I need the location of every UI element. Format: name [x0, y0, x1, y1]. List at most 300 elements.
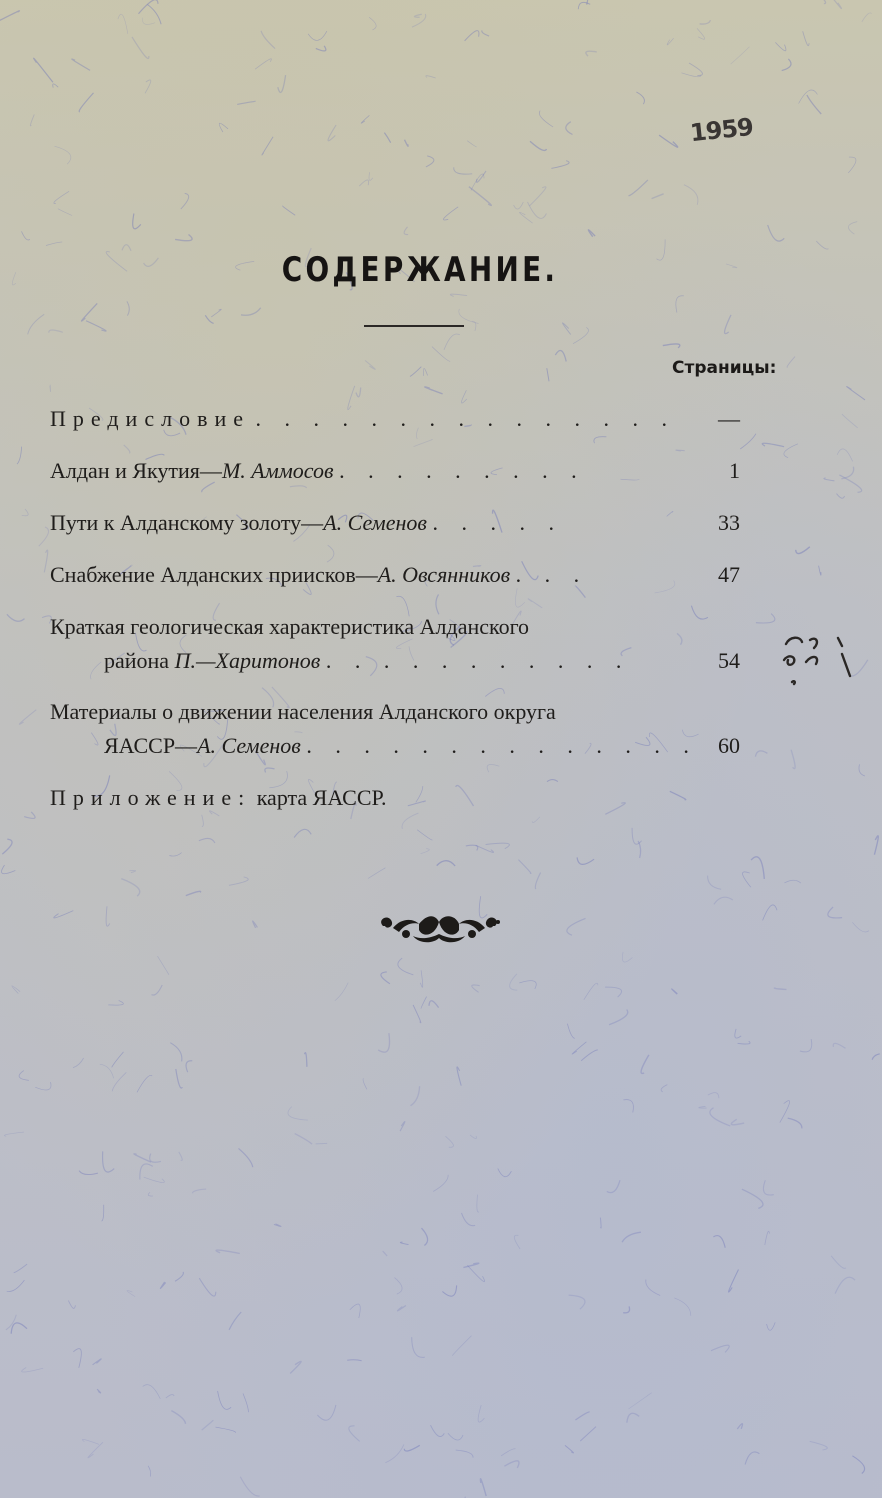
paper-fiber	[476, 845, 494, 852]
paper-fiber	[623, 1306, 629, 1312]
paper-fiber	[831, 1256, 846, 1269]
paper-fiber	[837, 449, 852, 462]
paper-fiber	[219, 123, 228, 132]
paper-fiber	[30, 114, 34, 125]
paper-fiber	[514, 202, 524, 209]
entry-title: Пути к Алданскому золоту—	[50, 510, 324, 535]
paper-fiber	[697, 28, 705, 39]
entry-author: А. Семенов	[323, 510, 427, 535]
paper-fiber	[405, 140, 409, 147]
paper-fiber	[454, 167, 472, 174]
paper-fiber	[137, 1075, 152, 1092]
paper-fiber	[308, 31, 327, 40]
paper-fiber	[835, 1277, 855, 1293]
paper-fiber	[22, 1368, 44, 1373]
paper-fiber	[112, 1052, 124, 1068]
paper-fiber	[34, 58, 53, 82]
toc-entry-continuation	[104, 646, 740, 676]
paper-fiber	[79, 1171, 98, 1175]
paper-fiber	[6, 1315, 16, 1330]
paper-fiber	[121, 879, 139, 897]
paper-fiber	[784, 444, 798, 458]
appendix-label: Приложение:	[50, 785, 252, 810]
paper-fiber	[467, 1265, 484, 1281]
paper-fiber	[100, 1064, 114, 1078]
paper-fiber	[467, 141, 476, 147]
entry-title: Алдан и Якутия—	[50, 458, 222, 483]
paper-fiber	[837, 494, 845, 499]
paper-fiber	[73, 1058, 84, 1068]
entry-author: П.—Харитонов	[174, 648, 321, 673]
toc-entry-line	[50, 697, 740, 727]
paper-fiber	[44, 550, 47, 572]
paper-fiber	[652, 194, 663, 199]
paper-fiber	[288, 1107, 308, 1121]
paper-fiber	[395, 1278, 403, 1295]
paper-fiber	[160, 1282, 165, 1289]
paper-fiber	[192, 1189, 206, 1193]
paper-fiber	[547, 368, 549, 381]
paper-fiber	[708, 1093, 719, 1098]
paper-fiber	[708, 876, 722, 890]
paper-fiber	[738, 1041, 750, 1044]
paper-fiber	[429, 1001, 439, 1008]
entry-page: 54	[718, 648, 740, 673]
paper-fiber	[411, 1086, 420, 1106]
paper-fiber	[175, 235, 192, 241]
paper-fiber	[28, 314, 45, 334]
paper-fiber	[784, 880, 801, 883]
paper-fiber	[144, 1177, 165, 1182]
paper-fiber	[581, 1050, 598, 1061]
paper-fiber	[743, 872, 751, 887]
paper-fiber	[328, 125, 336, 141]
paper-fiber	[780, 1101, 790, 1123]
entry-title-continued: ЯАССР—	[104, 733, 198, 758]
paper-fiber	[54, 911, 74, 918]
paper-fiber	[385, 1444, 404, 1462]
paper-fiber	[487, 765, 499, 773]
paper-fiber	[4, 1132, 24, 1136]
paper-fiber	[803, 31, 809, 45]
paper-fiber	[24, 812, 35, 819]
paper-fiber	[46, 242, 62, 246]
paper-fiber	[446, 1136, 454, 1147]
paper-fiber	[404, 1445, 420, 1451]
entry-page: 33	[718, 510, 740, 535]
paper-fiber	[807, 95, 821, 114]
paper-fiber	[477, 171, 486, 182]
toc-entry	[50, 560, 740, 590]
paper-fiber	[295, 1134, 312, 1145]
paper-fiber	[563, 323, 571, 335]
toc-entry-line	[50, 612, 740, 642]
paper-fiber	[216, 1427, 236, 1433]
paper-fiber	[572, 1042, 586, 1054]
paper-fiber	[383, 1251, 387, 1256]
paper-fiber	[363, 1078, 367, 1089]
paper-fiber	[443, 207, 458, 220]
handwritten-mark-icon	[776, 630, 856, 690]
paper-fiber	[791, 750, 795, 769]
entry-page: 60	[718, 733, 740, 758]
paper-fiber	[470, 1135, 476, 1139]
paper-fiber	[600, 1218, 601, 1229]
paper-fiber	[179, 1152, 182, 1161]
paper-fiber	[243, 1394, 249, 1413]
floral-ornament-icon	[373, 908, 503, 948]
toc-entry	[50, 456, 740, 486]
paper-fiber	[102, 1205, 104, 1221]
paper-fiber	[176, 1069, 183, 1088]
paper-fiber	[132, 37, 149, 59]
paper-fiber	[787, 357, 795, 368]
paper-fiber	[283, 206, 296, 215]
paper-fiber	[453, 1336, 472, 1356]
paper-fiber	[93, 1359, 102, 1365]
paper-fiber	[510, 974, 518, 990]
paper-fiber	[569, 1295, 585, 1309]
paper-fiber	[7, 614, 25, 621]
paper-fiber	[567, 918, 586, 935]
paper-fiber	[349, 1426, 360, 1442]
title-divider	[364, 325, 464, 327]
paper-fiber	[745, 1452, 759, 1465]
toc-entry	[50, 508, 740, 538]
paper-fiber	[412, 1337, 425, 1357]
paper-fiber	[14, 1264, 27, 1273]
entry-leader-dots: . . . . . . . . . . . . . .	[306, 733, 698, 758]
entry-page: —	[718, 406, 740, 431]
paper-fiber	[211, 309, 221, 317]
paper-fiber	[420, 970, 422, 987]
paper-fiber	[689, 63, 703, 76]
paper-fiber	[578, 2, 590, 9]
paper-fiber	[255, 59, 271, 69]
paper-fiber	[872, 1054, 880, 1060]
paper-fiber	[682, 73, 702, 77]
paper-fiber	[459, 309, 479, 324]
paper-fiber	[58, 209, 72, 216]
paper-fiber	[463, 1263, 478, 1267]
paper-fiber	[50, 385, 51, 392]
paper-fiber	[261, 31, 275, 49]
paper-fiber	[186, 1061, 192, 1072]
paper-fiber	[819, 566, 821, 575]
paper-fiber	[79, 93, 93, 112]
paper-fiber	[768, 225, 785, 241]
paper-fiber	[356, 388, 361, 397]
paper-fiber	[97, 1389, 101, 1393]
paper-fiber	[547, 780, 558, 782]
entry-title: Краткая геологическая характеристика Алданского	[50, 614, 530, 639]
paper-fiber	[53, 84, 58, 88]
paper-fiber	[423, 368, 427, 375]
paper-fiber	[629, 180, 648, 196]
paper-fiber	[859, 764, 865, 776]
paper-fiber	[700, 20, 711, 24]
paper-fiber	[369, 172, 373, 180]
paper-fiber	[852, 922, 869, 932]
paper-fiber	[737, 1424, 742, 1429]
paper-fiber	[133, 214, 141, 229]
paper-fiber	[852, 1456, 864, 1474]
paper-fiber	[54, 191, 69, 203]
paper-fiber	[528, 599, 542, 608]
page-title: СОДЕРЖАНИЕ.	[281, 250, 559, 290]
paper-fiber	[400, 1122, 405, 1132]
paper-fiber	[646, 1280, 660, 1296]
paper-fiber	[316, 1143, 328, 1144]
paper-fiber	[594, 437, 607, 444]
paper-fiber	[158, 956, 169, 974]
paper-fiber	[290, 486, 307, 488]
paper-fiber	[368, 868, 385, 879]
paper-fiber	[166, 1395, 174, 1399]
paper-fiber	[501, 1449, 515, 1456]
paper-fiber	[848, 222, 857, 235]
entry-author: М. Аммосов	[221, 458, 334, 483]
paper-fiber	[462, 1213, 476, 1226]
paper-fiber	[577, 857, 594, 864]
paper-fiber	[181, 193, 189, 209]
paper-fiber	[667, 38, 673, 45]
paper-fiber	[171, 1411, 185, 1424]
paper-fiber	[290, 1361, 301, 1373]
paper-fiber	[800, 1039, 812, 1052]
paper-fiber	[684, 185, 698, 205]
paper-fiber	[632, 828, 642, 844]
paper-fiber	[831, 0, 842, 9]
paper-fiber	[661, 1085, 667, 1092]
entry-leader-dots: . . . . .	[432, 510, 563, 535]
paper-fiber	[170, 1043, 182, 1062]
paper-fiber	[317, 1405, 336, 1420]
paper-fiber	[145, 80, 151, 93]
paper-fiber	[22, 509, 28, 516]
paper-fiber	[216, 1250, 240, 1253]
paper-fiber	[519, 212, 532, 223]
paper-fiber	[82, 1439, 99, 1444]
paper-fiber	[413, 1005, 421, 1023]
paper-fiber	[265, 768, 275, 772]
paper-fiber	[378, 1033, 389, 1052]
paper-fiber	[839, 475, 861, 492]
paper-fiber	[365, 361, 375, 370]
library-stamp: 1959	[688, 112, 755, 148]
paper-fiber	[347, 1360, 361, 1361]
paper-fiber	[735, 1029, 741, 1038]
paper-fiber	[39, 527, 49, 546]
paper-fiber	[68, 1301, 75, 1309]
paper-fiber	[816, 241, 828, 249]
paper-fiber	[186, 891, 201, 895]
toc-entry-continuation	[104, 731, 740, 761]
paper-fiber	[765, 1231, 770, 1245]
entry-leader-dots: . . .	[515, 562, 589, 587]
paper-fiber	[566, 122, 573, 135]
paper-fiber	[713, 1236, 725, 1248]
paper-fiber	[676, 450, 685, 451]
paper-fiber	[294, 829, 311, 837]
paper-fiber	[73, 1349, 81, 1368]
paper-fiber	[567, 1024, 574, 1039]
paper-fiber	[663, 344, 680, 348]
paper-fiber	[775, 42, 786, 50]
paper-fiber	[218, 1391, 232, 1409]
paper-fiber	[450, 294, 467, 296]
paper-fiber	[410, 367, 421, 377]
entry-title: Материалы о движении населения Алданского округа	[50, 699, 556, 724]
entry-author: А. Семенов	[197, 733, 301, 758]
paper-fiber	[465, 31, 479, 41]
paper-fiber	[588, 230, 595, 237]
entry-leader-dots: . . . . . . . . . . . . . . .	[255, 406, 676, 431]
paper-fiber	[485, 688, 504, 696]
paper-fiber	[833, 1043, 845, 1048]
paper-fiber	[444, 334, 460, 350]
paper-fiber	[810, 1441, 828, 1450]
paper-fiber	[305, 1053, 307, 1067]
paper-fiber	[103, 1151, 115, 1172]
paper-fiber	[480, 1479, 486, 1496]
paper-fiber	[147, 5, 161, 25]
paper-fiber	[241, 308, 261, 316]
entry-title: Предисловие	[50, 406, 250, 431]
paper-fiber	[22, 231, 30, 240]
paper-fiber	[731, 47, 750, 64]
paper-fiber	[142, 18, 155, 25]
paper-fiber	[124, 445, 130, 453]
paper-fiber	[398, 1306, 406, 1311]
paper-fiber	[350, 1304, 360, 1318]
paper-fiber	[19, 710, 36, 725]
paper-fiber	[622, 952, 632, 962]
paper-fiber	[359, 180, 368, 186]
entry-page: 1	[729, 458, 740, 483]
paper-fiber	[199, 838, 215, 843]
paper-fiber	[767, 1322, 776, 1330]
paper-fiber	[622, 1232, 641, 1242]
paper-fiber	[461, 390, 466, 403]
paper-fiber	[134, 1154, 151, 1162]
paper-fiber	[91, 662, 102, 679]
paper-fiber	[796, 547, 810, 554]
paper-fiber	[862, 13, 872, 22]
paper-fiber	[237, 101, 255, 104]
paper-fiber	[729, 1270, 739, 1293]
paper-fiber	[11, 1323, 27, 1334]
paper-fiber	[278, 75, 286, 92]
paper-fiber	[551, 161, 569, 169]
paper-fiber	[731, 1119, 744, 1125]
paper-fiber	[82, 303, 98, 321]
paper-fiber	[763, 1180, 773, 1195]
paper-fiber	[482, 30, 489, 36]
paper-fiber	[710, 1108, 730, 1126]
paper-fiber	[477, 1195, 479, 1213]
paper-fiber	[605, 987, 621, 997]
paper-fiber	[426, 156, 434, 167]
paper-fiber	[2, 865, 16, 874]
paper-fiber	[240, 1477, 259, 1496]
paper-fiber	[129, 870, 135, 872]
paper-fiber	[112, 1072, 126, 1091]
paper-fiber	[636, 92, 644, 104]
paper-fiber	[847, 387, 865, 400]
paper-fiber	[152, 985, 163, 995]
paper-fiber	[609, 1010, 628, 1025]
paper-fiber	[2, 839, 12, 854]
paper-fiber	[539, 111, 553, 127]
paper-fiber	[274, 1224, 281, 1227]
paper-fiber	[676, 296, 684, 313]
paper-fiber	[432, 347, 450, 362]
paper-fiber	[774, 988, 786, 990]
paper-fiber	[398, 958, 413, 975]
paper-fiber	[515, 588, 524, 607]
entry-page: 47	[718, 562, 740, 587]
paper-fiber	[127, 301, 129, 315]
paper-fiber	[417, 830, 432, 840]
paper-fiber	[335, 983, 348, 1001]
paper-fiber	[565, 1445, 573, 1453]
paper-fiber	[91, 733, 98, 745]
paper-fiber	[12, 986, 20, 994]
paper-fiber	[842, 414, 858, 428]
paper-fiber	[262, 137, 273, 155]
paper-fiber	[763, 905, 777, 920]
paper-fiber	[498, 1169, 512, 1177]
paper-fiber	[486, 843, 510, 849]
paper-fiber	[199, 1278, 216, 1296]
toc-entry	[50, 404, 740, 434]
entry-title: Снабжение Алданских приисков—	[50, 562, 378, 587]
paper-fiber	[448, 1433, 463, 1440]
paper-fiber	[457, 1067, 461, 1086]
paper-fiber	[140, 1164, 153, 1180]
paper-fiber	[762, 443, 784, 446]
paper-fiber	[72, 59, 90, 70]
paper-fiber	[421, 849, 430, 854]
paper-fiber	[361, 115, 369, 123]
paper-fiber	[49, 330, 63, 333]
paper-fiber	[175, 1272, 183, 1281]
paper-fiber	[425, 387, 443, 394]
paper-fiber	[756, 614, 775, 623]
paper-fiber	[714, 897, 733, 904]
paper-fiber	[519, 981, 536, 989]
paper-fiber	[828, 907, 842, 918]
paper-fiber	[369, 17, 376, 30]
paper-fiber	[12, 272, 16, 285]
paper-fiber	[469, 187, 491, 206]
paper-fiber	[514, 1235, 520, 1249]
paper-fiber	[414, 439, 433, 446]
paper-fiber	[824, 478, 835, 481]
paper-fiber	[404, 227, 408, 235]
paper-fiber	[627, 1413, 639, 1422]
paper-fiber	[229, 877, 248, 885]
paper-fiber	[426, 76, 436, 78]
paper-fiber	[433, 1175, 448, 1192]
paper-fiber	[239, 1148, 253, 1167]
paper-fiber	[575, 1412, 589, 1420]
paper-fiber	[874, 836, 878, 855]
entry-leader-dots: . . . . . . . . . . .	[325, 648, 631, 673]
paper-fiber	[437, 861, 455, 866]
paper-fiber	[106, 906, 110, 926]
